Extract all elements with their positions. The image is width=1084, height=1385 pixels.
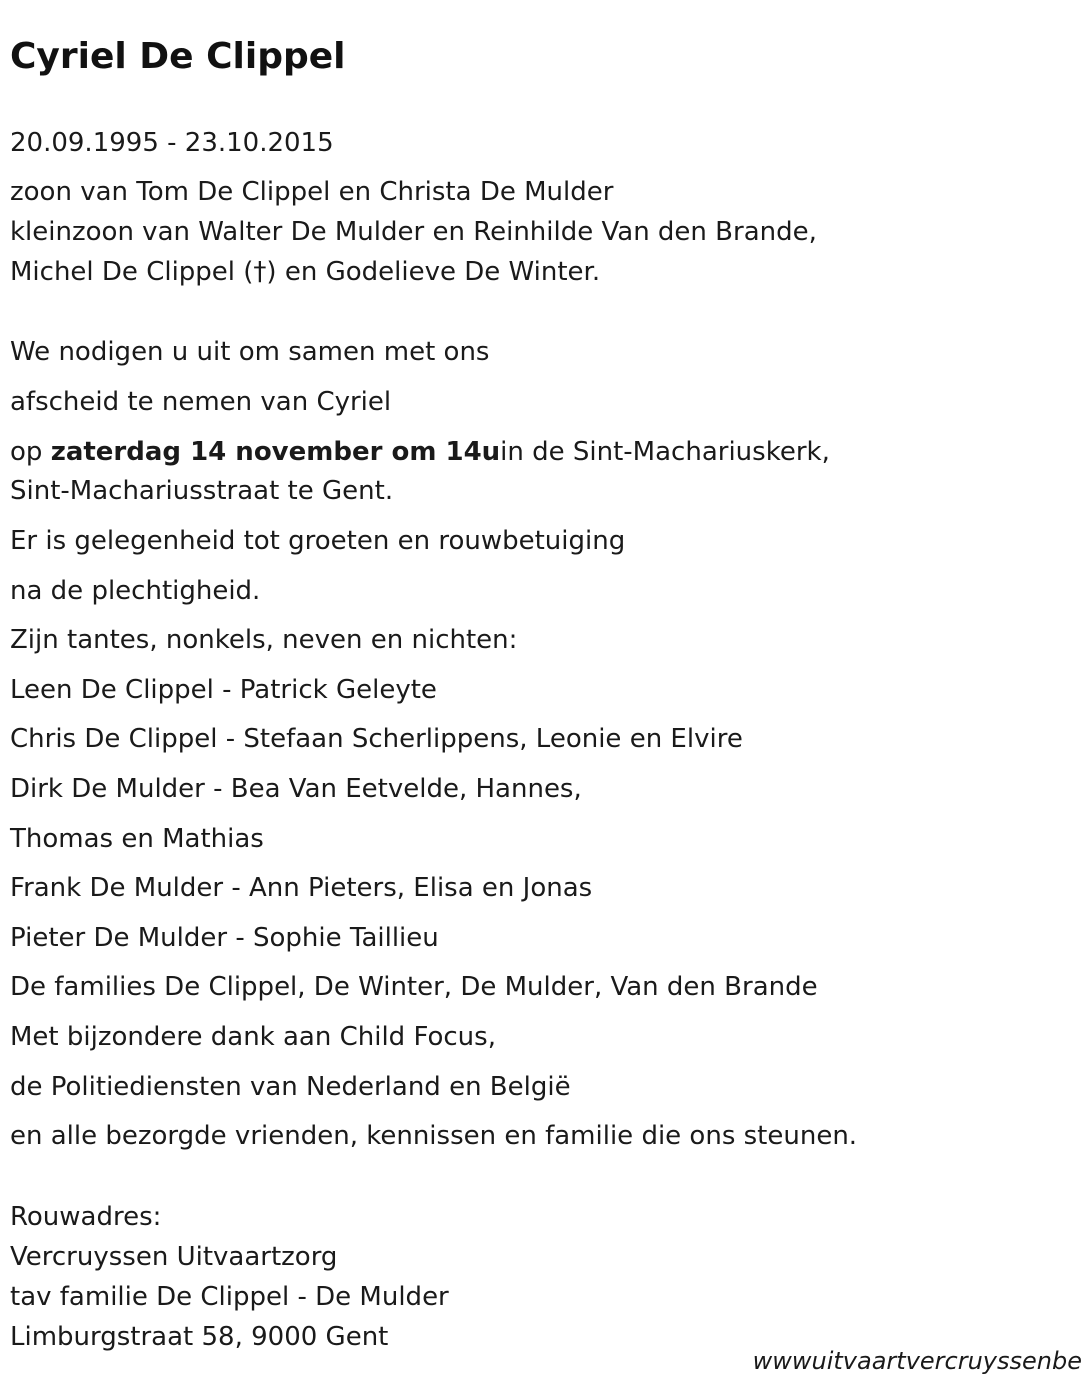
ceremony-date-time: zaterdag 14 november om 14u [50,437,501,467]
thanks-line: en alle bezorgde vrienden, kennissen en familie die ons steunen. [10,1121,858,1151]
website-url: wwwuitvaartvercruyssenbe [752,1347,1082,1375]
life-dates: 20.09.1995 - 23.10.2015 [10,128,334,158]
invitation-line: afscheid te nemen van Cyriel [10,387,392,417]
family-member: De families De Clippel, De Winter, De Mulder, Van den Brande [10,972,818,1002]
thanks-line: Met bijzondere dank aan Child Focus, [10,1022,496,1052]
ceremony-prefix: op [10,437,51,467]
address-label: Rouwadres: [10,1202,162,1232]
ceremony-street: Sint-Machariusstraat te Gent. [10,476,394,506]
invitation-line: We nodigen u uit om samen met ons [10,337,490,367]
parents-line: zoon van Tom De Clippel en Christa De Mulder [10,177,614,207]
grandparents-line: kleinzoon van Walter De Mulder en Reinhilde Van den Brande, [10,217,817,247]
ceremony-line [10,435,830,469]
grandparents-line-2: Michel De Clippel (†) en Godelieve De Winter. [10,257,601,287]
greeting-line: na de plechtigheid. [10,576,261,606]
address-line: tav familie De Clippel - De Mulder [10,1282,449,1312]
address-line: Vercruyssen Uitvaartzorg [10,1242,338,1272]
ceremony-location: in de Sint-Machariuskerk, [500,437,830,467]
family-member: Frank De Mulder - Ann Pieters, Elisa en Jonas [10,873,593,903]
family-intro: Zijn tantes, nonkels, neven en nichten: [10,625,518,655]
family-member: Chris De Clippel - Stefaan Scherlippens, Leonie en Elvire [10,724,743,754]
family-member: Dirk De Mulder - Bea Van Eetvelde, Hannes, [10,774,582,804]
family-member: Pieter De Mulder - Sophie Taillieu [10,923,439,953]
page-title: Cyriel De Clippel [10,36,346,77]
thanks-line: de Politiediensten van Nederland en België [10,1072,571,1102]
address-line: Limburgstraat 58, 9000 Gent [10,1322,389,1352]
family-member: Leen De Clippel - Patrick Geleyte [10,675,437,705]
family-member: Thomas en Mathias [10,824,264,854]
greeting-line: Er is gelegenheid tot groeten en rouwbetuiging [10,526,626,556]
